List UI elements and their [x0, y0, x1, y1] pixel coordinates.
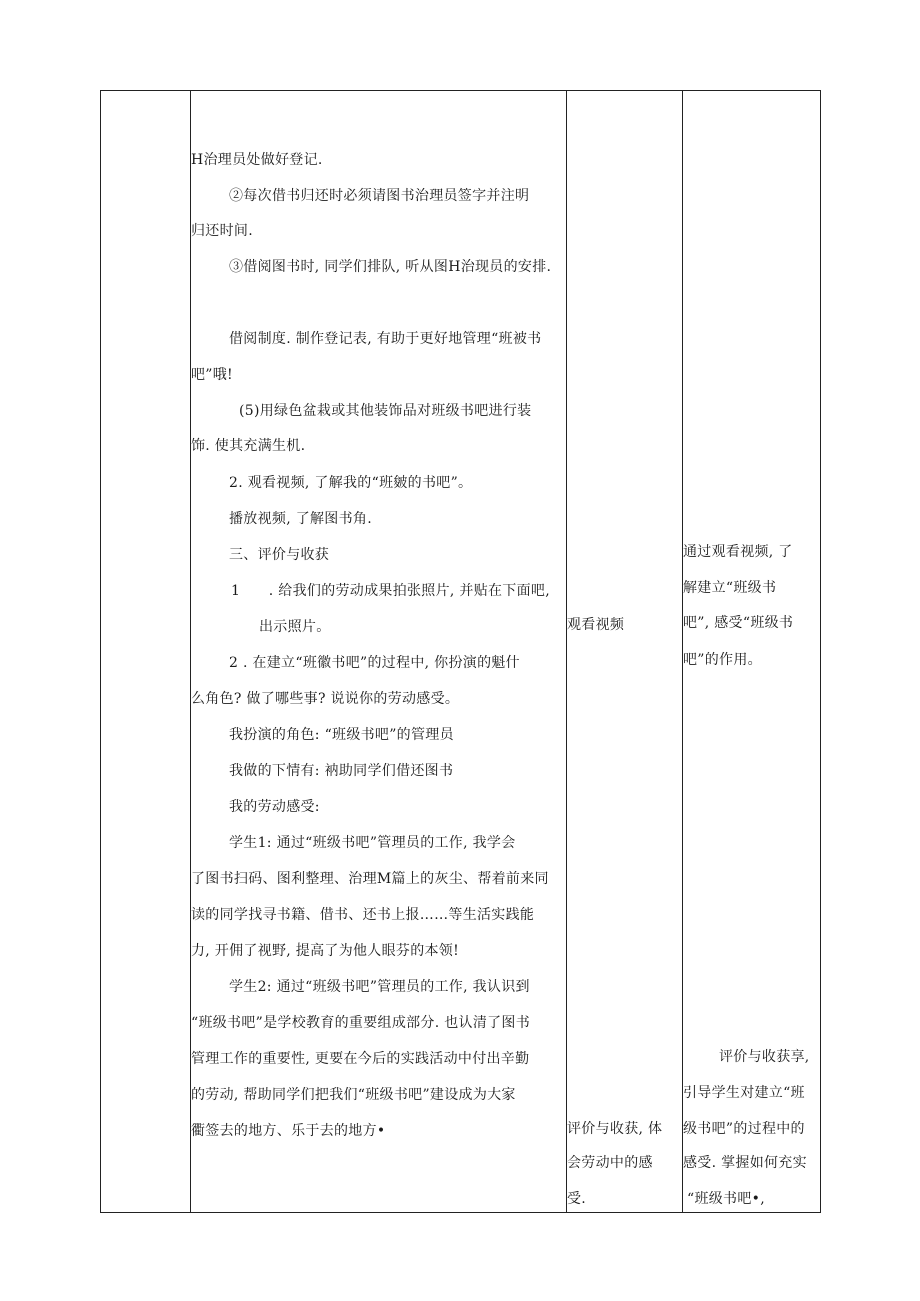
text-line: 归还时间.: [191, 223, 253, 239]
text-line: 我扮演的角色: “班级书吧”的管理员: [229, 727, 454, 743]
text-line: 观看视频: [567, 617, 625, 633]
text-line: 播放视频, 了解图书角.: [229, 511, 372, 527]
text-line: 我做的下情有: 衲助同学们借还图书: [229, 763, 454, 779]
text-line: ③借阅图书时, 同学们排队, 听从图H治现员的安排.: [229, 259, 552, 275]
text-line: 评价与收获, 体: [567, 1121, 663, 1137]
text-line: 受.: [567, 1191, 587, 1207]
left-empty-column: [101, 91, 190, 1212]
text-line: ②每次借书归还时必须请图书治理员签字并注明: [229, 188, 530, 204]
lesson-table: [100, 90, 821, 1213]
text-line: “班级书吧•,: [687, 1191, 765, 1207]
text-line: 感受. 掌握如何充实: [683, 1155, 807, 1171]
text-line: 出示照片。: [259, 619, 331, 635]
text-line: H治理员处做好登记.: [191, 152, 323, 168]
section-heading: 三、评价与收获: [229, 547, 330, 563]
text-line: 解建立“班级书: [683, 580, 777, 596]
text-line: 2. 观看视频, 了解我的“班皴的书吧”。: [229, 475, 473, 491]
text-line: 读的同学找寻书籍、借书、还书上报……等生活实践能: [191, 907, 535, 923]
design-intent-column: [682, 91, 820, 1212]
teaching-process-column: [190, 91, 566, 1212]
text-line: 的劳动, 帮助同学们把我们“班级书吧”建设成为大家: [191, 1087, 516, 1103]
text-line: (5)用绿色盆栽或其他装饰品对班级书吧进行装: [239, 403, 532, 419]
text-line: 我的劳动感受:: [229, 799, 320, 815]
text-line: 1 . 给我们的劳动成果拍张照片, 并贴在下面吧,: [231, 583, 550, 599]
text-line: 吧”哦!: [191, 367, 233, 383]
text-line: 引导学生对建立“班: [683, 1085, 805, 1101]
text-line: 衢签去的地方、乐于去的地方•: [191, 1123, 386, 1139]
text-line: 学生2: 通过“班级书吧”管理员的工作, 我认识到: [229, 979, 530, 995]
text-line: 会劳动中的感: [567, 1155, 653, 1171]
text-line: 力, 开佣了视野, 提高了为他人眼芬的本领!: [191, 943, 460, 959]
text-line: 评价与收获享,: [719, 1049, 810, 1065]
text-line: 2 . 在建立“班徽书吧”的过程中, 你扮演的魁什: [229, 655, 520, 671]
student-activity-column: [566, 91, 682, 1212]
text-line: 么角色? 做了哪些事? 说说你的劳动感受。: [191, 691, 460, 707]
text-line: “班级书吧”是学校教育的重要组成部分. 也认清了图书: [191, 1015, 531, 1031]
text-line: 吧”的作用。: [683, 652, 762, 668]
text-line: 饰. 使其充满生机.: [191, 438, 306, 454]
text-line: 级书吧”的过程中的: [683, 1121, 805, 1137]
text-line: 通过观看视频, 了: [683, 544, 793, 560]
text-line: 管理工作的重要性, 更要在今后的实践活动中付出辛勤: [191, 1051, 530, 1067]
text-line: 了图书扫码、图利整理、治理M篇上的灰尘、帮着前来同: [191, 871, 549, 887]
text-line: 吧”, 感受“班级书: [683, 615, 794, 631]
text-line: 学生1: 通过“班级书吧”管理员的工作, 我学会: [229, 835, 516, 851]
text-line: 借阅制度. 制作登记表, 有助于更好地管理“班被书: [229, 331, 542, 347]
